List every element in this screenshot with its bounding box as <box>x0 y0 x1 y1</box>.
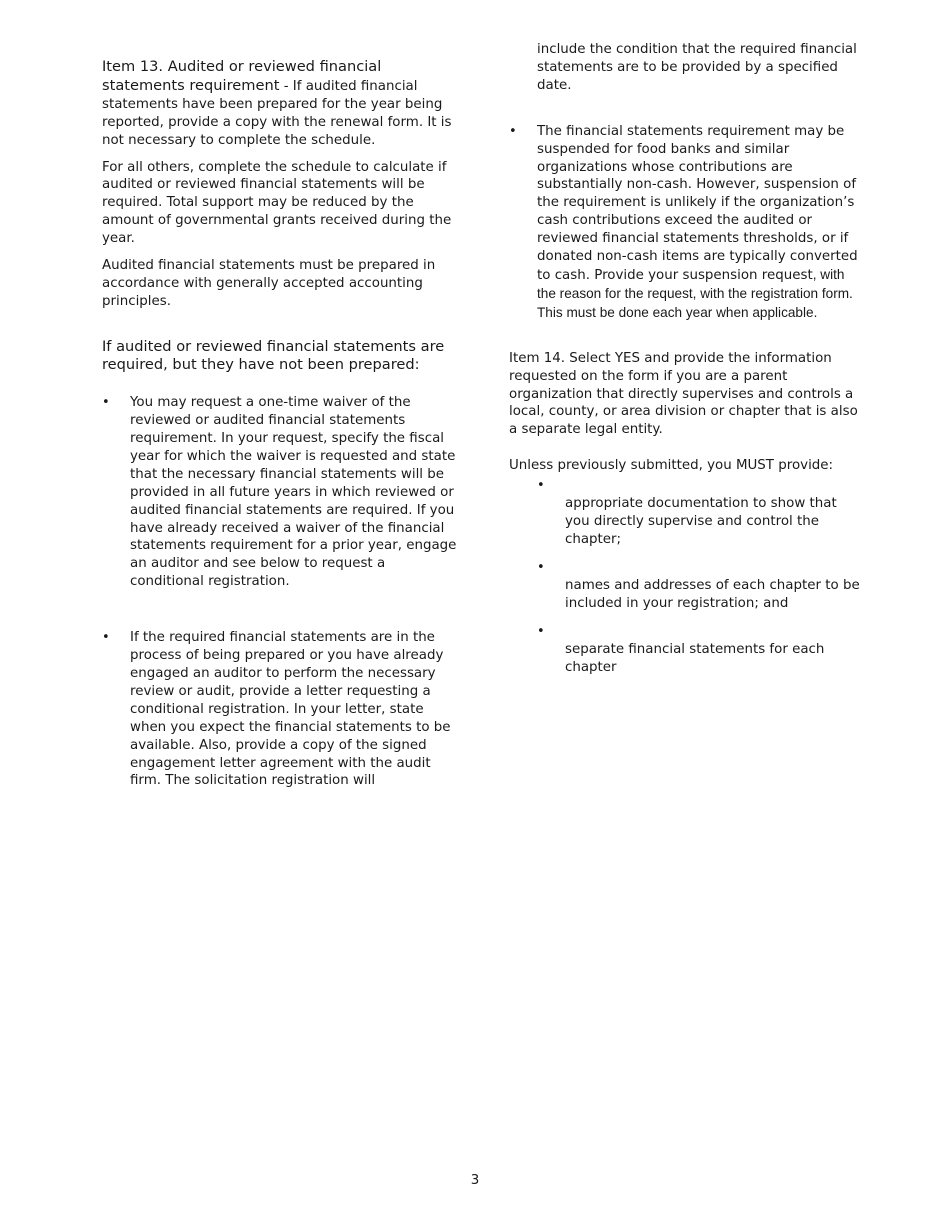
conditional-registration-bullet-text: If the required financial statements are in the process of being prepared or you have already engaged an auditor to perform the necessary review or audit, provide a letter requesting a conditional registration. In your letter, state when you expect the financial statements to be available. Also, provide a copy of the signed engagement letter agreement with the audit firm. The solicitation registration will <box>130 630 451 789</box>
left-column <box>102 58 457 790</box>
food-bank-text-alt: , with the reason for the request, with the registration form. This must be done each year when applicable. <box>537 266 853 320</box>
separate-statements-item: separate financial statements for each chapter <box>565 641 825 675</box>
continuation-text: include the condition that the required financial statements are to be provided by a specified date. <box>537 42 857 93</box>
food-bank-bullet-text <box>537 123 861 323</box>
food-bank-text-main: The financial statements requirement may be suspended for food banks and similar organizations whose contributions are substantially non-cash. However, suspension of the requirement is unlikely if the organization’s cash contributions exceed the audited or reviewed financial statements thresholds, or if donated non-cash items are typically converted to cash. Provide your suspension request <box>537 123 858 283</box>
list-item <box>102 394 457 591</box>
item13-heading: Item 13. Audited or reviewed financial statements requirement <box>102 58 382 94</box>
list-item <box>102 629 457 790</box>
names-addresses-item: names and addresses of each chapter to be included in your registration; and <box>565 577 860 611</box>
list-item <box>537 559 861 613</box>
bullet-icon: • <box>537 623 545 639</box>
waiver-bullet-text: You may request a one-time waiver of the reviewed or audited financial statements requirement. In your request, specify the fiscal year for which the waiver is requested and state that the necessary financial statements will be provided in all future years in which reviewed or audited financial statements are required. If you have already received a waiver of the financial statements requirement for a prior year, engage an auditor and see below to request a conditional registration. <box>130 395 457 590</box>
must-provide-list <box>537 475 861 676</box>
gaap-paragraph: Audited financial statements must be prepared in accordance with generally accepted accounting principles. <box>102 258 436 309</box>
bullet-icon: • <box>102 630 110 646</box>
bullet-icon: • <box>537 478 545 494</box>
right-column <box>509 41 861 676</box>
bullet-icon: • <box>537 559 545 575</box>
must-provide-intro: Unless previously submitted, you MUST provide: <box>509 458 834 474</box>
not-prepared-heading: If audited or reviewed financial statements are required, but they have not been prepared: <box>102 337 445 373</box>
bullet-icon: • <box>102 395 110 411</box>
list-item <box>537 478 861 549</box>
schedule-paragraph: For all others, complete the schedule to calculate if audited or reviewed financial statements will be required. Total support may be reduced by the amount of governmental grants received during the year. <box>102 159 452 247</box>
list-item <box>537 623 861 677</box>
item13-paragraph <box>102 58 457 150</box>
item14-paragraph: Item 14. Select YES and provide the information requested on the form if you are a parent organization that directly supervises and controls a local, county, or area division or chapter that is also a separate legal entity. <box>509 350 858 438</box>
item13-text: - If audited financial statements have been prepared for the year being reported, provide a copy with the renewal form. It is not necessary to complete the schedule. <box>102 78 452 148</box>
bullet-icon: • <box>509 123 517 139</box>
list-item <box>509 123 861 323</box>
documentation-item: appropriate documentation to show that you directly supervise and control the chapter; <box>565 496 837 547</box>
page-number: 3 <box>470 1173 480 1188</box>
